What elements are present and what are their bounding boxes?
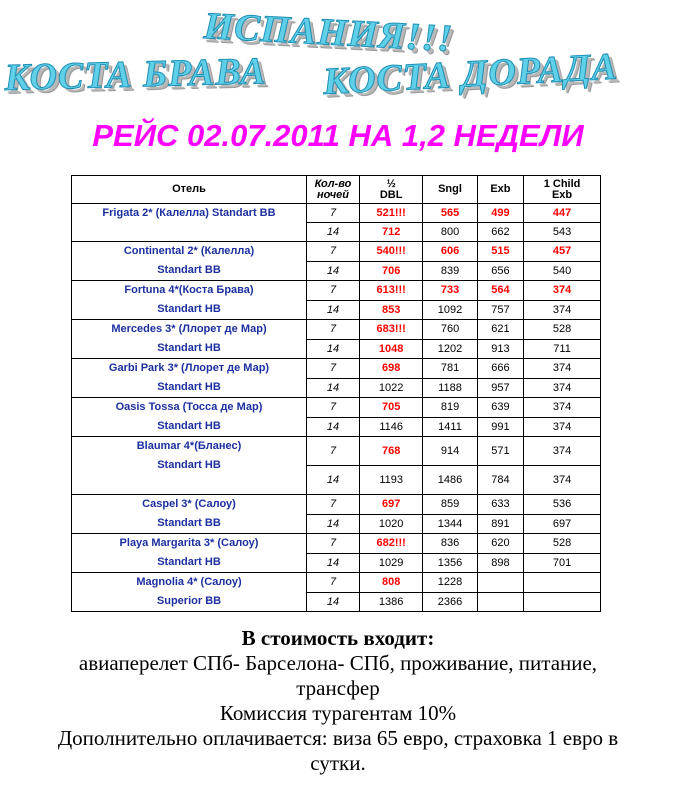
child-exb-price-cell: 374 <box>524 437 601 466</box>
dbl-price-cell: 613!!! <box>360 281 423 301</box>
title-costa-brava: КОСТА БРАВА <box>4 50 268 99</box>
exb-price-cell: 666 <box>477 359 523 379</box>
child-exb-price-cell: 457 <box>524 242 601 262</box>
exb-price-cell: 898 <box>477 553 523 573</box>
child-exb-price-cell: 536 <box>524 495 601 515</box>
child-exb-price-cell: 447 <box>524 204 601 223</box>
child-exb-price-cell: 374 <box>524 300 601 320</box>
child-exb-price-cell <box>524 573 601 593</box>
child-exb-price-cell: 374 <box>524 378 601 398</box>
exb-price-cell: 621 <box>477 320 523 340</box>
hotel-name: Caspel 3* (Салоу) <box>142 498 236 510</box>
table-row <box>72 320 601 340</box>
exb-price-cell: 515 <box>477 242 523 262</box>
col-child-exb: 1 Child Exb <box>524 176 601 204</box>
hotel-name: Garbi Park 3* (Ллорет де Мар) <box>108 362 270 374</box>
sngl-price-cell: 606 <box>423 242 477 262</box>
hotel-board: Standart BB <box>157 517 221 529</box>
hotel-name-cell <box>72 534 307 573</box>
dbl-price-cell: 706 <box>360 261 423 281</box>
hotel-board: Superior BB <box>156 595 222 607</box>
child-exb-price-cell: 543 <box>524 223 601 242</box>
nights-cell: 7 <box>307 437 360 466</box>
nights-cell: 14 <box>307 261 360 281</box>
nights-cell: 7 <box>307 534 360 554</box>
child-exb-price-cell <box>524 592 601 612</box>
sngl-price-cell: 1356 <box>423 553 477 573</box>
extra-cost-line-2: сутки. <box>310 751 366 775</box>
dbl-price-cell: 1022 <box>360 378 423 398</box>
hotel-name: Frigata 2* (Калелла) Standart BB <box>102 207 276 219</box>
sngl-price-cell: 859 <box>423 495 477 515</box>
exb-price-cell <box>477 592 523 612</box>
hotel-name-cell <box>72 359 307 398</box>
hotel-name: Playa Margarita 3* (Салоу) <box>119 537 259 549</box>
child-exb-price-cell: 374 <box>524 398 601 418</box>
table-header-row <box>72 176 601 204</box>
dbl-price-cell: 1193 <box>360 466 423 495</box>
table-row <box>72 534 601 554</box>
sngl-price-cell: 914 <box>423 437 477 466</box>
hotel-name-cell <box>72 437 307 495</box>
exb-price-cell: 656 <box>477 261 523 281</box>
sngl-price-cell: 781 <box>423 359 477 379</box>
exb-price-cell <box>477 573 523 593</box>
nights-cell: 14 <box>307 223 360 242</box>
included-line-1: авиаперелет СПб- Барселона- СПб, проживание, питание, <box>78 651 598 675</box>
exb-price-cell: 571 <box>477 437 523 466</box>
table-row <box>72 573 601 593</box>
dbl-price-cell: 1020 <box>360 514 423 534</box>
nights-cell: 14 <box>307 339 360 359</box>
child-exb-price-cell: 374 <box>524 281 601 301</box>
hotel-board: Standart HB <box>157 381 221 393</box>
exb-price-cell: 639 <box>477 398 523 418</box>
nights-cell: 7 <box>307 359 360 379</box>
sngl-price-cell: 800 <box>423 223 477 242</box>
dbl-price-cell: 1386 <box>360 592 423 612</box>
table-row <box>72 437 601 466</box>
sngl-price-cell: 1344 <box>423 514 477 534</box>
hotel-board: Standart HB <box>157 420 221 432</box>
hotel-name-cell <box>72 281 307 320</box>
title-costa-dorada: КОСТА ДОРАДА <box>322 45 619 103</box>
dbl-price-cell: 682!!! <box>360 534 423 554</box>
exb-price-cell: 662 <box>477 223 523 242</box>
nights-cell: 7 <box>307 242 360 262</box>
nights-cell: 14 <box>307 417 360 437</box>
dbl-price-cell: 521!!! <box>360 204 423 223</box>
child-exb-price-cell: 711 <box>524 339 601 359</box>
sngl-price-cell: 760 <box>423 320 477 340</box>
exb-price-cell: 499 <box>477 204 523 223</box>
child-exb-price-cell: 374 <box>524 466 601 495</box>
dbl-price-cell: 698 <box>360 359 423 379</box>
sngl-price-cell: 819 <box>423 398 477 418</box>
child-exb-price-cell: 540 <box>524 261 601 281</box>
exb-price-cell: 564 <box>477 281 523 301</box>
exb-price-cell: 891 <box>477 514 523 534</box>
hotel-name: Continental 2* (Калелла) <box>123 245 255 257</box>
exb-price-cell: 957 <box>477 378 523 398</box>
col-sngl: Sngl <box>423 176 477 204</box>
dbl-price-cell: 540!!! <box>360 242 423 262</box>
table-row <box>72 359 601 379</box>
sngl-price-cell: 733 <box>423 281 477 301</box>
hotel-board: Standart HB <box>157 303 221 315</box>
dbl-price-cell: 712 <box>360 223 423 242</box>
title-spain: ИСПАНИЯ!!! <box>202 4 455 60</box>
nights-cell: 14 <box>307 378 360 398</box>
child-exb-price-cell: 697 <box>524 514 601 534</box>
sngl-price-cell: 1188 <box>423 378 477 398</box>
dbl-price-cell: 1029 <box>360 553 423 573</box>
dbl-price-cell: 853 <box>360 300 423 320</box>
child-exb-price-cell: 528 <box>524 320 601 340</box>
sngl-price-cell: 1202 <box>423 339 477 359</box>
dbl-price-cell: 1146 <box>360 417 423 437</box>
hotel-name: Fortuna 4*(Коста Брава) <box>124 284 254 296</box>
nights-cell: 14 <box>307 466 360 495</box>
dbl-price-cell: 705 <box>360 398 423 418</box>
sngl-price-cell: 1486 <box>423 466 477 495</box>
dbl-price-cell: 1048 <box>360 339 423 359</box>
commission-line: Комиссия турагентам 10% <box>219 701 457 725</box>
col-nights: Кол-во ночей <box>307 176 360 204</box>
nights-cell: 7 <box>307 281 360 301</box>
exb-price-cell: 757 <box>477 300 523 320</box>
included-section <box>0 626 676 776</box>
exb-price-cell: 620 <box>477 534 523 554</box>
hotel-name: Blaumar 4*(Бланес) <box>136 440 242 452</box>
hotel-name-cell <box>72 242 307 281</box>
dbl-price-cell: 683!!! <box>360 320 423 340</box>
nights-cell: 7 <box>307 320 360 340</box>
hotel-name-cell <box>72 204 307 242</box>
sngl-price-cell: 836 <box>423 534 477 554</box>
hotel-name: Magnolia 4* (Салоу) <box>136 576 242 588</box>
hotel-name-cell <box>72 495 307 534</box>
col-dbl: ½ DBL <box>360 176 423 204</box>
child-exb-price-cell: 374 <box>524 417 601 437</box>
nights-cell: 14 <box>307 514 360 534</box>
exb-price-cell: 784 <box>477 466 523 495</box>
dbl-price-cell: 768 <box>360 437 423 466</box>
sngl-price-cell: 1228 <box>423 573 477 593</box>
child-exb-price-cell: 701 <box>524 553 601 573</box>
exb-price-cell: 991 <box>477 417 523 437</box>
hotel-name-cell <box>72 398 307 437</box>
sngl-price-cell: 1092 <box>423 300 477 320</box>
hotel-name: Oasis Tossa (Тосса де Мар) <box>115 401 263 413</box>
sngl-price-cell: 839 <box>423 261 477 281</box>
child-exb-price-cell: 374 <box>524 359 601 379</box>
dbl-price-cell: 808 <box>360 573 423 593</box>
hotel-name: Mercedes 3* (Ллорет де Мар) <box>111 323 267 335</box>
table-row <box>72 204 601 223</box>
child-exb-price-cell: 528 <box>524 534 601 554</box>
hotel-board: Standart HB <box>157 459 221 471</box>
hotel-board: Standart HB <box>157 342 221 354</box>
included-line-2: трансфер <box>296 676 380 700</box>
nights-cell: 7 <box>307 398 360 418</box>
nights-cell: 14 <box>307 300 360 320</box>
nights-cell: 14 <box>307 592 360 612</box>
sngl-price-cell: 565 <box>423 204 477 223</box>
table-row <box>72 242 601 262</box>
hotel-name-cell <box>72 573 307 612</box>
extra-cost-line-1: Дополнительно оплачивается: виза 65 евро, страховка 1 евро в <box>57 726 619 750</box>
hotel-name-cell <box>72 320 307 359</box>
nights-cell: 7 <box>307 495 360 515</box>
included-heading: В стоимость входит: <box>241 626 435 650</box>
table-row <box>72 281 601 301</box>
nights-cell: 14 <box>307 553 360 573</box>
nights-cell: 7 <box>307 573 360 593</box>
col-exb: Exb <box>477 176 523 204</box>
flight-heading: РЕЙС 02.07.2011 НА 1,2 НЕДЕЛИ <box>92 118 584 153</box>
exb-price-cell: 913 <box>477 339 523 359</box>
dbl-price-cell: 697 <box>360 495 423 515</box>
exb-price-cell: 633 <box>477 495 523 515</box>
table-row <box>72 495 601 515</box>
price-table <box>71 175 601 612</box>
nights-cell: 7 <box>307 204 360 223</box>
table-row <box>72 398 601 418</box>
sngl-price-cell: 2366 <box>423 592 477 612</box>
hotel-board: Standart HB <box>157 556 221 568</box>
sngl-price-cell: 1411 <box>423 417 477 437</box>
col-hotel: Отель <box>72 176 307 204</box>
hotel-board: Standart BB <box>157 264 221 276</box>
